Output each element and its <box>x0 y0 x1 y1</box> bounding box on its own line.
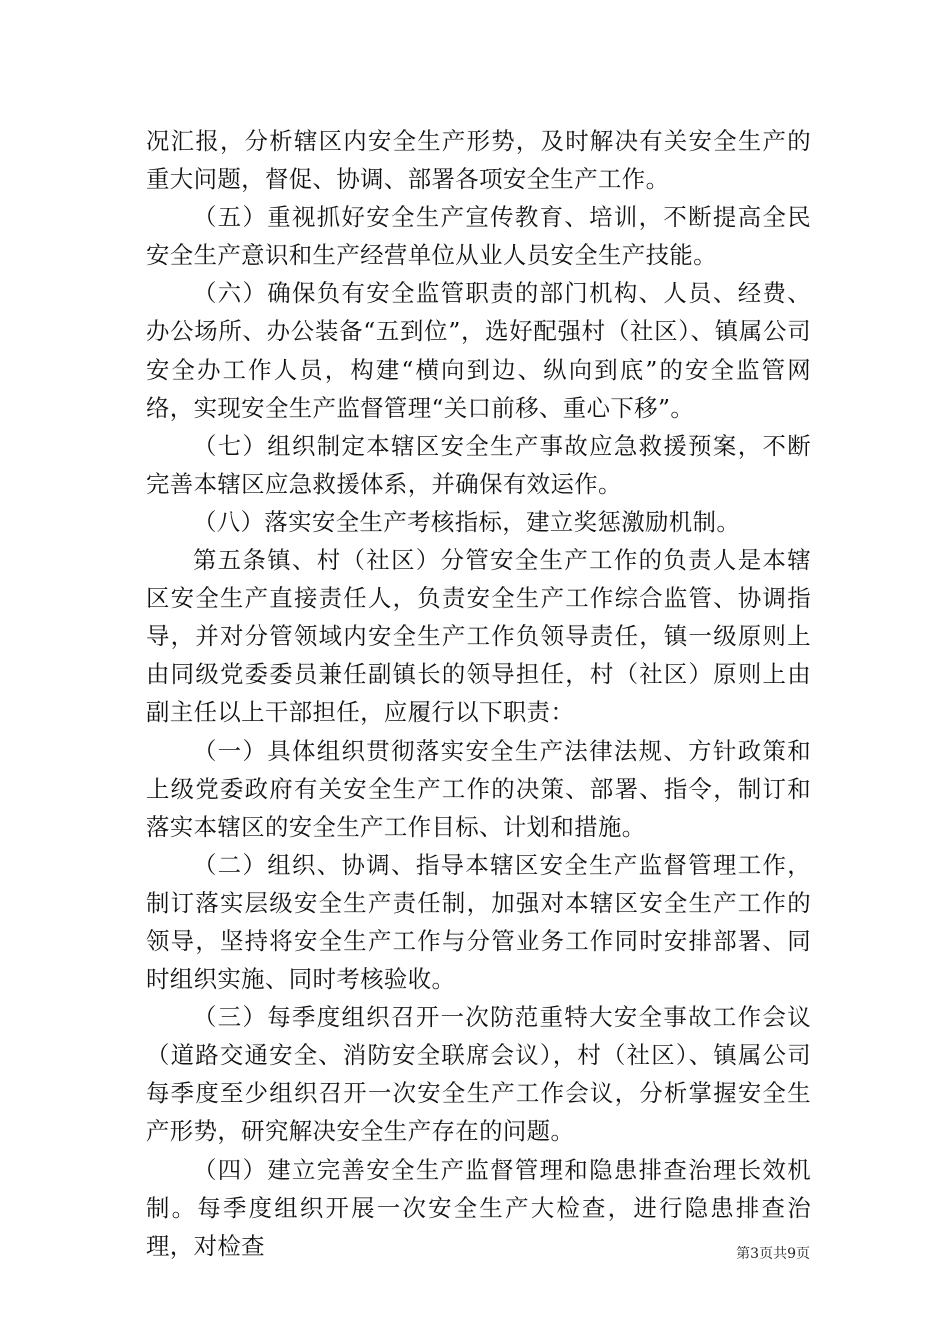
paragraph-8: （二）组织、协调、指导本辖区安全生产监督管理工作，制订落实层级安全生产责任制，加强对本辖区安全生产工作的领导，坚持将安全生产工作与分管业务工作同时安排部署、同时组织实施、同时考核验收。 <box>146 850 811 994</box>
paragraph-2: （五）重视抓好安全生产宣传教育、培训，不断提高全民安全生产意识和生产经营单位从业人员安全生产技能。 <box>146 203 811 270</box>
paragraph-6: 第五条镇、村（社区）分管安全生产工作的负责人是本辖区安全生产直接责任人，负责安全生产工作综合监管、协调指导，并对分管领域内安全生产工作负领导责任，镇一级原则上由同级党委委员兼任副镇长的领导担任，村（社区）原则上由副主任以上干部担任，应履行以下职责： <box>146 546 811 727</box>
paragraph-9: （三）每季度组织召开一次防范重特大安全事故工作会议（道路交通安全、消防安全联席会议），村（社区）、镇属公司每季度至少组织召开一次安全生产工作会议，分析掌握安全生产形势，研究解决安全生产存在的问题。 <box>146 1003 811 1146</box>
page-number: 第3页共9页 <box>736 1246 810 1262</box>
paragraph-7: （一）具体组织贯彻落实安全生产法律法规、方针政策和上级党委政府有关安全生产工作的决策、部署、指令，制订和落实本辖区的安全生产工作目标、计划和措施。 <box>146 736 811 841</box>
document-body <box>146 122 811 1265</box>
paragraph-4: （七）组织制定本辖区安全生产事故应急救援预案，不断完善本辖区应急救援体系，并确保有效运作。 <box>146 431 811 498</box>
paragraph-5: （八）落实安全生产考核指标，建立奖惩激励机制。 <box>193 507 741 536</box>
paragraph-10: （四）建立完善安全生产监督管理和隐患排查治理长效机制。每季度组织开展一次安全生产大检查，进行隐患排查治理，对检查 <box>146 1155 811 1260</box>
paragraph-1: 况汇报，分析辖区内安全生产形势，及时解决有关安全生产的重大问题，督促、协调、部署各项安全生产工作。 <box>146 127 811 194</box>
paragraph-3: （六）确保负有安全监管职责的部门机构、人员、经费、办公场所、办公装备“五到位”，选好配强村（社区）、镇属公司安全办工作人员，构建“横向到边、纵向到底”的安全监管网络，实现安全生产监督管理“关口前移、重心下移”。 <box>146 279 811 422</box>
